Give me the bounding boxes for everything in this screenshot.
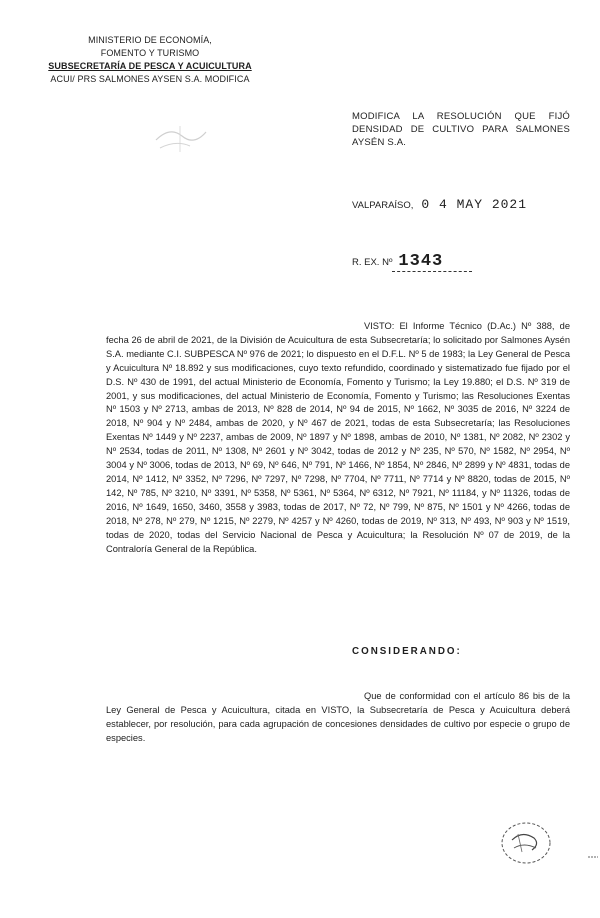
place-date (352, 197, 527, 212)
header-ministry-line2: FOMENTO Y TURISMO (100, 48, 200, 58)
resolution-label: R. EX. Nº (352, 257, 393, 268)
header-subsecretaria: SUBSECRETARÍA DE PESCA Y ACUICULTURA (48, 61, 252, 71)
place-label: VALPARAÍSO, (352, 200, 414, 211)
considerando-paragraph: Que de conformidad con el artículo 86 bis de la Ley General de Pesca y Acuicultura, citada en VISTO, la Subsecretaría de Pesca y Acuicultura deberá establecer, por resolución, para cada agrupación de concesiones densidades de cultivo por especie o grupo de especies. (106, 691, 570, 743)
date-stamp: 0 4 MAY 2021 (421, 197, 528, 212)
visto-paragraph: VISTO: El Informe Técnico (D.Ac.) Nº 388, de fecha 26 de abril de 2021, de la División de Acuicultura de esta Subsecretaría; lo solicitado por Salmones Aysén S.A. mediante C.I. SUBPESCA Nº 976 de 2021; lo dispuesto en el D.F.L. Nº 5 de 1983; la Ley General de Pesca y Acuicultura Nº 18.892 y sus modificaciones, cuyo texto refundido, coordinado y sistematizado fue fijado por el D.S. Nº 430 de 1991, del actual Ministerio de Economía, Fomento y Turismo; la Ley 19.880; el D.S. Nº 319 de 2001, y sus modificaciones, del actual Ministerio de Economía, Fomento y Turismo; las Resoluciones Exentas Nº 1503 y Nº 2713, ambas de 2013, Nº 828 de 2014, Nº 94 de 2015, Nº 1662, Nº 3035 de 2016, Nº 3224 de 2018, Nº 904 y Nº 2484, ambas de 2020, y Nº 467 de 2021, todas de esta Subsecretaría; las Resoluciones Exentas Nº 1449 y Nº 2237, ambas de 2009, Nº 1897 y Nº 1898, ambas de 2010, Nº 1381, Nº 2082, Nº 2302 y Nº 2534, todas de 2011, Nº 1308, Nº 2601 y Nº 3042, todas de 2012 y Nº 235, Nº 570, Nº 1582, Nº 2954, Nº 3004 y Nº 3006, todas de 2013, Nº 69, Nº 646, Nº 791, Nº 1466, Nº 1854, Nº 2846, Nº 2899 y Nº 4831, todas de 2014, Nº 1412, Nº 3352, Nº 7296, Nº 7297, Nº 7298, Nº 7704, Nº 7711, Nº 7714 y Nº 8820, todas de 2015, Nº 142, Nº 785, Nº 3210, Nº 3391, Nº 5358, Nº 5361, Nº 5364, Nº 6312, Nº 7921, Nº 11184, y Nº 11326, todas de 2016, Nº 1649, 1650, 3460, 3558 y 3983, todas de 2017, Nº 72, Nº 799, Nº 875, Nº 1501 y Nº 4266, todas de 2018, Nº 278, Nº 279, Nº 1215, Nº 2279, Nº 4257 y Nº 4260, todas de 2019, Nº 313, Nº 493, Nº 903 y Nº 1519, todas de 2020, todas del Servicio Nacional de Pesca y Acuicultura; la Resolución Nº 07 de 2019, de la Contraloría General de la República. (106, 321, 570, 554)
margin-mark (588, 852, 598, 861)
faded-stamp-icon (150, 118, 210, 158)
considerando-heading: CONSIDERANDO: (352, 646, 462, 657)
margin-dash-icon (588, 855, 598, 859)
official-seal-icon (498, 818, 554, 868)
resolution-number-line (352, 252, 472, 272)
header-reference: ACUI/ PRS SALMONES AYSEN S.A. MODIFICA (50, 74, 250, 84)
header-ministry-line1: MINISTERIO DE ECONOMÍA, (88, 35, 212, 45)
document-subject: MODIFICA LA RESOLUCIÓN QUE FIJÓ DENSIDAD DE CULTIVO PARA SALMONES AYSÉN S.A. (352, 111, 570, 148)
resolution-number: 1343 (392, 252, 472, 272)
